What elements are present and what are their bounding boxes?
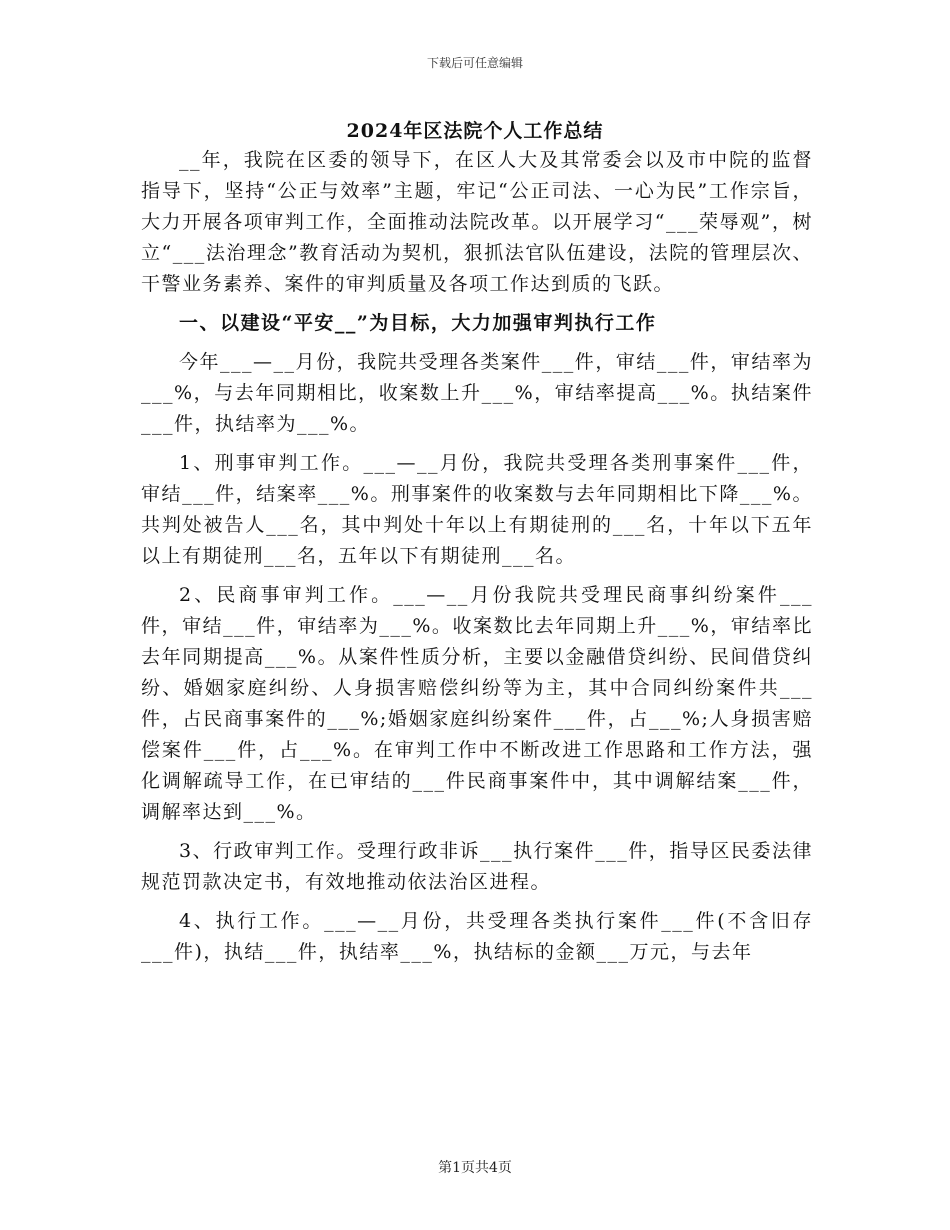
enforcement-paragraph: 4、执行工作。___—__月份，共受理各类执行案件___件(不含旧存___件)，执结___件，执结率___%，执结标的金额___万元，与去年: [141, 910, 813, 963]
page-footer: 第1页共4页: [438, 1160, 512, 1176]
page-title: 2024年区法院个人工作总结: [346, 120, 604, 142]
civil-commercial-paragraph: 2、民商事审判工作。___—__月份我院共受理民商事纠纷案件___件，审结___件，审结率为___%。收案数比去年同期上升___%，审结率比去年同期提高___%。从案件性质分析，主要以金融借贷纠纷、民间借贷纠纷、婚姻家庭纠纷、人身损害赔偿纠纷等为主，其中合同纠纷案件共___件，占民商事案件的___%;婚姻家庭纠纷案件___件，占___%;人身损害赔偿案件___件，占___%。在审判工作中不断改进工作思路和工作方法，强化调解疏导工作，在已审结的___件民商事案件中，其中调解结案___件，调解率达到___%。: [141, 584, 813, 823]
summary-paragraph: 今年___—__月份，我院共受理各类案件___件，审结___件，审结率为___%，与去年同期相比，收案数上升___%，审结率提高___%。执结案件___件，执结率为___%。: [141, 351, 813, 435]
intro-paragraph: __年，我院在区委的领导下，在区人大及其常委会以及市中院的监督指导下，坚持“公正与效率”主题，牢记“公正司法、一心为民”工作宗旨，大力开展各项审判工作，全面推动法院改革。以开展学习“___荣辱观”，树立“___法治理念”教育活动为契机，狠抓法官队伍建设，法院的管理层次、干警业务素养、案件的审判质量及各项工作达到质的飞跃。: [141, 149, 813, 295]
section-heading: 一、以建设“平安__”为目标，大力加强审判执行工作: [179, 312, 657, 334]
header-note: 下载后可任意编辑: [426, 56, 523, 70]
document-body: [141, 145, 813, 976]
administrative-trial-paragraph: 3、行政审判工作。受理行政非诉___执行案件___件，指导区民委法律规范罚款决定书，有效地推动依法治区进程。: [141, 840, 813, 893]
criminal-trial-paragraph: 1、刑事审判工作。___—__月份，我院共受理各类刑事案件___件，审结___件，结案率___%。刑事案件的收案数与去年同期相比下降___%。共判处被告人___名，其中判处十年以上有期徒刑的___名，十年以下五年以上有期徒刑___名，五年以下有期徒刑___名。: [141, 452, 813, 567]
